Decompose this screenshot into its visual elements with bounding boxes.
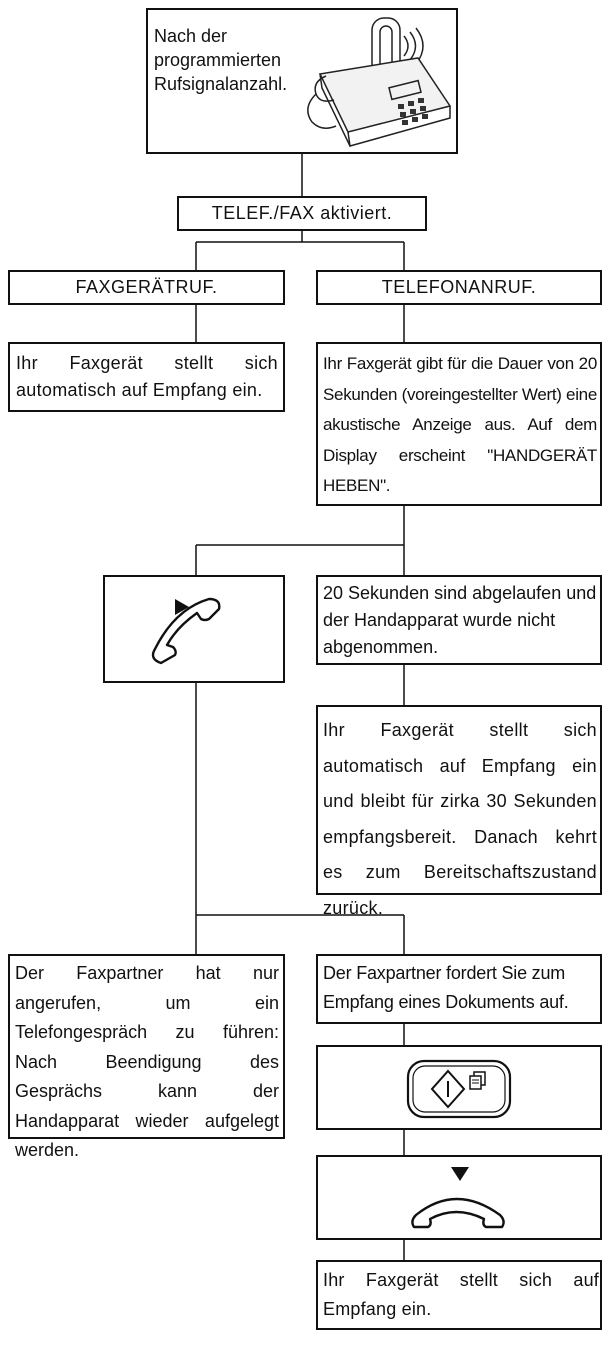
handset-lift-icon [149, 591, 245, 671]
start-key-box [316, 1045, 602, 1130]
request-doc-text: Der Faxpartner fordert Sie zum Empfang eines Dokuments auf. [323, 963, 569, 1012]
phone-signal-text: Ihr Faxgerät gibt für die Dauer von 20 Sekunden (voreingestellter Wert) eine akustische Anzeige aus. Auf dem Display erscheint "HANDGERÄT HEBEN". [323, 354, 597, 495]
start-line-2: programmierten [154, 50, 282, 70]
telfax-box: TELEF./FAX aktiviert. [177, 196, 427, 231]
start-line-1: Nach der [154, 26, 228, 46]
final-box [316, 1260, 602, 1330]
fax-machine-icon [300, 14, 456, 152]
phone-only-box [8, 954, 285, 1160]
final-text: Ihr Faxgerät stellt sich auf Empfang ein. [323, 1270, 599, 1319]
start-line-3: Rufsignalanzahl. [154, 74, 288, 94]
auto-receive-text: Ihr Faxgerät stellt sich automatisch auf Empfang ein und bleibt für zirka 30 Sekunden empfangsbereit. Danach kehrt es zum Bereitschaftszustand zurück. [323, 720, 597, 918]
start-key-icon [404, 1057, 514, 1121]
fax-auto-box [8, 342, 285, 412]
phone-signal-box [316, 342, 602, 506]
request-doc-box [316, 954, 602, 1024]
phone-only-text: Der Faxpartner hat nur angerufen, um ein Telefongespräch zu führen: Nach Beendigung des Gesprächs kann der Handapparat wieder aufgelegt werden. [15, 963, 279, 1160]
handset-hangup-box [316, 1155, 602, 1240]
handset-hangup-icon [406, 1161, 516, 1237]
handset-lift-box [103, 575, 285, 683]
fax-auto-text: Ihr Faxgerät stellt sich automatisch auf Empfang ein. [16, 353, 278, 400]
start-box [146, 8, 458, 154]
phonecall-box: TELEFONANRUF. [316, 270, 602, 305]
timeout-box [316, 575, 602, 665]
timeout-text: 20 Sekunden sind abgelaufen und der Handapparat wurde nicht abgenommen. [323, 583, 597, 657]
auto-receive-box [316, 705, 602, 918]
faxcall-box: FAXGERÄTRUF. [8, 270, 285, 305]
